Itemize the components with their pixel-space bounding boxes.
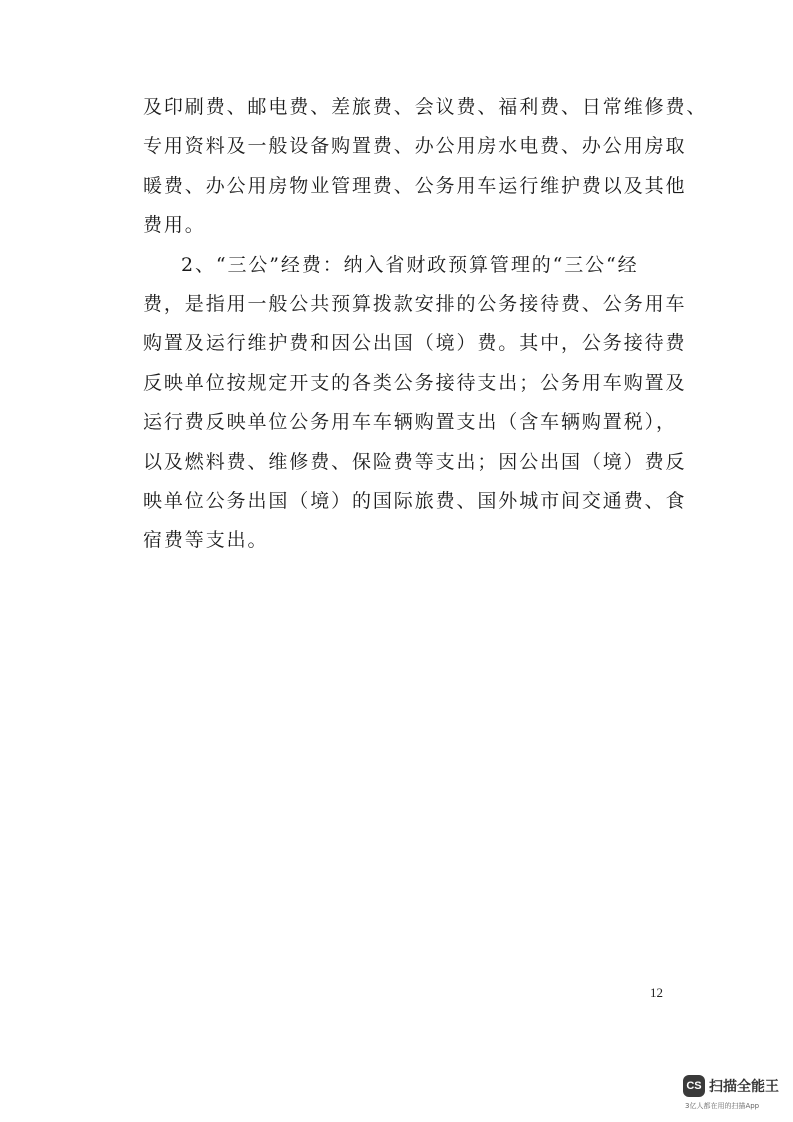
body-text — [143, 88, 708, 561]
text-line: 映单位公务出国（境）的国际旅费、国外城市间交通费、食 — [143, 489, 687, 512]
logo-text: CS — [686, 1080, 702, 1092]
watermark-app-name: 扫描全能王 — [709, 1079, 779, 1095]
watermark-tagline: 3亿人都在用的扫描App — [685, 1102, 760, 1110]
page-number: 12 — [650, 985, 663, 1000]
text-line: 宿费等支出。 — [143, 529, 269, 552]
text-line: 费用。 — [143, 214, 206, 237]
scanner-watermark — [683, 1075, 783, 1115]
paragraph-first-line: 2、“三公”经费：纳入省财政预算管理的“三公“经 — [181, 253, 639, 276]
text-line: 购置及运行维护费和因公出国（境）费。其中，公务接待费 — [143, 332, 687, 355]
camscanner-logo-icon — [683, 1075, 705, 1097]
text-line: 反映单位按规定开支的各类公务接待支出；公务用车购置及 — [143, 371, 687, 394]
text-line: 以及燃料费、维修费、保险费等支出；因公出国（境）费反 — [143, 450, 687, 473]
text-line: 暖费、办公用房物业管理费、公务用车运行维护费以及其他 — [143, 174, 687, 197]
text-line: 专用资料及一般设备购置费、办公用房水电费、办公用房取 — [143, 135, 687, 158]
text-line: 费，是指用一般公共预算拨款安排的公务接待费、公务用车 — [143, 292, 687, 315]
text-line: 及印刷费、邮电费、差旅费、会议费、福利费、日常维修费、 — [143, 96, 708, 118]
text-line: 运行费反映单位公务用车车辆购置支出（含车辆购置税）， — [143, 411, 677, 434]
